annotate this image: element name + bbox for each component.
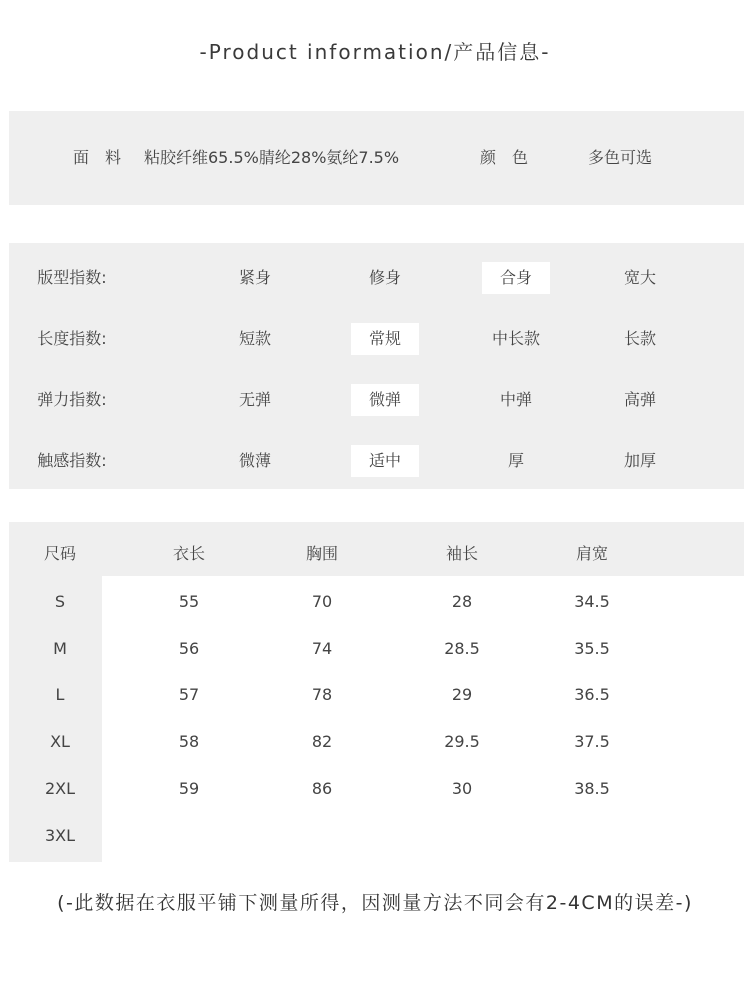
size-table-cell: 56 (178, 638, 200, 658)
index-option-selected: 微弹 (351, 384, 419, 416)
measurement-note: (-此数据在衣服平铺下测量所得，因测量方法不同会有2-4CM的误差-) (57, 892, 693, 914)
index-row (9, 262, 744, 296)
index-option-selected: 常规 (351, 323, 419, 355)
size-table-cell: 29 (451, 685, 473, 705)
size-label-cell: XL (50, 732, 70, 752)
index-label: 触感指数: (37, 451, 107, 470)
size-table-side-bg (9, 576, 102, 862)
index-option-selected: 合身 (482, 262, 550, 294)
index-option: 短款 (238, 329, 271, 348)
size-table-cell: 36.5 (574, 685, 610, 705)
size-table-header-cell: 肩宽 (575, 544, 608, 563)
index-row (9, 445, 744, 479)
index-label: 弹力指数: (37, 390, 107, 409)
size-table-header-cell: 尺码 (43, 544, 76, 563)
size-table-cell: 34.5 (574, 592, 610, 611)
fabric-value: 粘胶纤维65.5%腈纶28%氨纶7.5% (144, 148, 400, 167)
index-option-selected: 适中 (351, 445, 419, 477)
size-table-cell (139, 824, 239, 848)
size-table-cell: 28.5 (444, 638, 480, 658)
size-table-cell: 70 (311, 592, 333, 611)
fabric-info-panel (9, 111, 744, 205)
index-label: 长度指数: (37, 329, 107, 348)
index-label: 版型指数: (37, 268, 107, 287)
size-table-cell: 37.5 (574, 732, 610, 752)
page-title: -Product information/产品信息- (199, 40, 551, 64)
index-option: 宽大 (623, 268, 656, 287)
size-label-cell: M (53, 638, 67, 658)
size-table-cell: 74 (311, 638, 333, 658)
index-option: 长款 (623, 329, 656, 348)
index-row (9, 384, 744, 418)
index-option: 高弹 (623, 390, 656, 409)
color-value: 多色可选 (588, 148, 653, 167)
size-table-header-cell: 胸围 (305, 544, 338, 563)
size-table-cell: 78 (311, 685, 333, 705)
size-table-cell: 58 (178, 732, 200, 752)
size-label-cell: 3XL (44, 825, 76, 845)
size-table-cell: 35.5 (574, 638, 610, 658)
size-table (9, 522, 744, 862)
index-option: 无弹 (238, 390, 271, 409)
index-row (9, 323, 744, 357)
size-table-cell: 86 (311, 778, 333, 798)
index-option: 中长款 (491, 329, 540, 348)
size-table-cell: 57 (178, 685, 200, 705)
size-table-cell: 55 (178, 592, 200, 611)
size-table-cell: 82 (311, 732, 333, 752)
size-table-header-cell: 袖长 (445, 544, 478, 563)
index-panel (9, 243, 744, 489)
size-table-cell (542, 824, 642, 848)
index-option: 加厚 (623, 451, 656, 470)
size-table-cell (412, 824, 512, 848)
index-option: 修身 (368, 268, 401, 287)
size-table-cell: 28 (451, 592, 473, 611)
index-option: 中弹 (499, 390, 532, 409)
size-table-cell: 29.5 (444, 732, 480, 752)
index-option: 厚 (507, 451, 524, 470)
size-table-header-cell: 衣长 (172, 544, 205, 563)
fabric-label: 面 料 (73, 148, 122, 167)
size-table-cell: 59 (178, 778, 200, 798)
size-label-cell: 2XL (44, 778, 76, 798)
color-label: 颜 色 (480, 148, 529, 167)
index-option: 紧身 (238, 268, 271, 287)
size-label-cell: S (54, 592, 66, 611)
index-option: 微薄 (238, 451, 271, 470)
size-table-cell: 38.5 (574, 778, 610, 798)
size-label-cell: L (55, 685, 65, 705)
size-table-cell: 30 (451, 778, 473, 798)
size-table-cell (272, 824, 372, 848)
